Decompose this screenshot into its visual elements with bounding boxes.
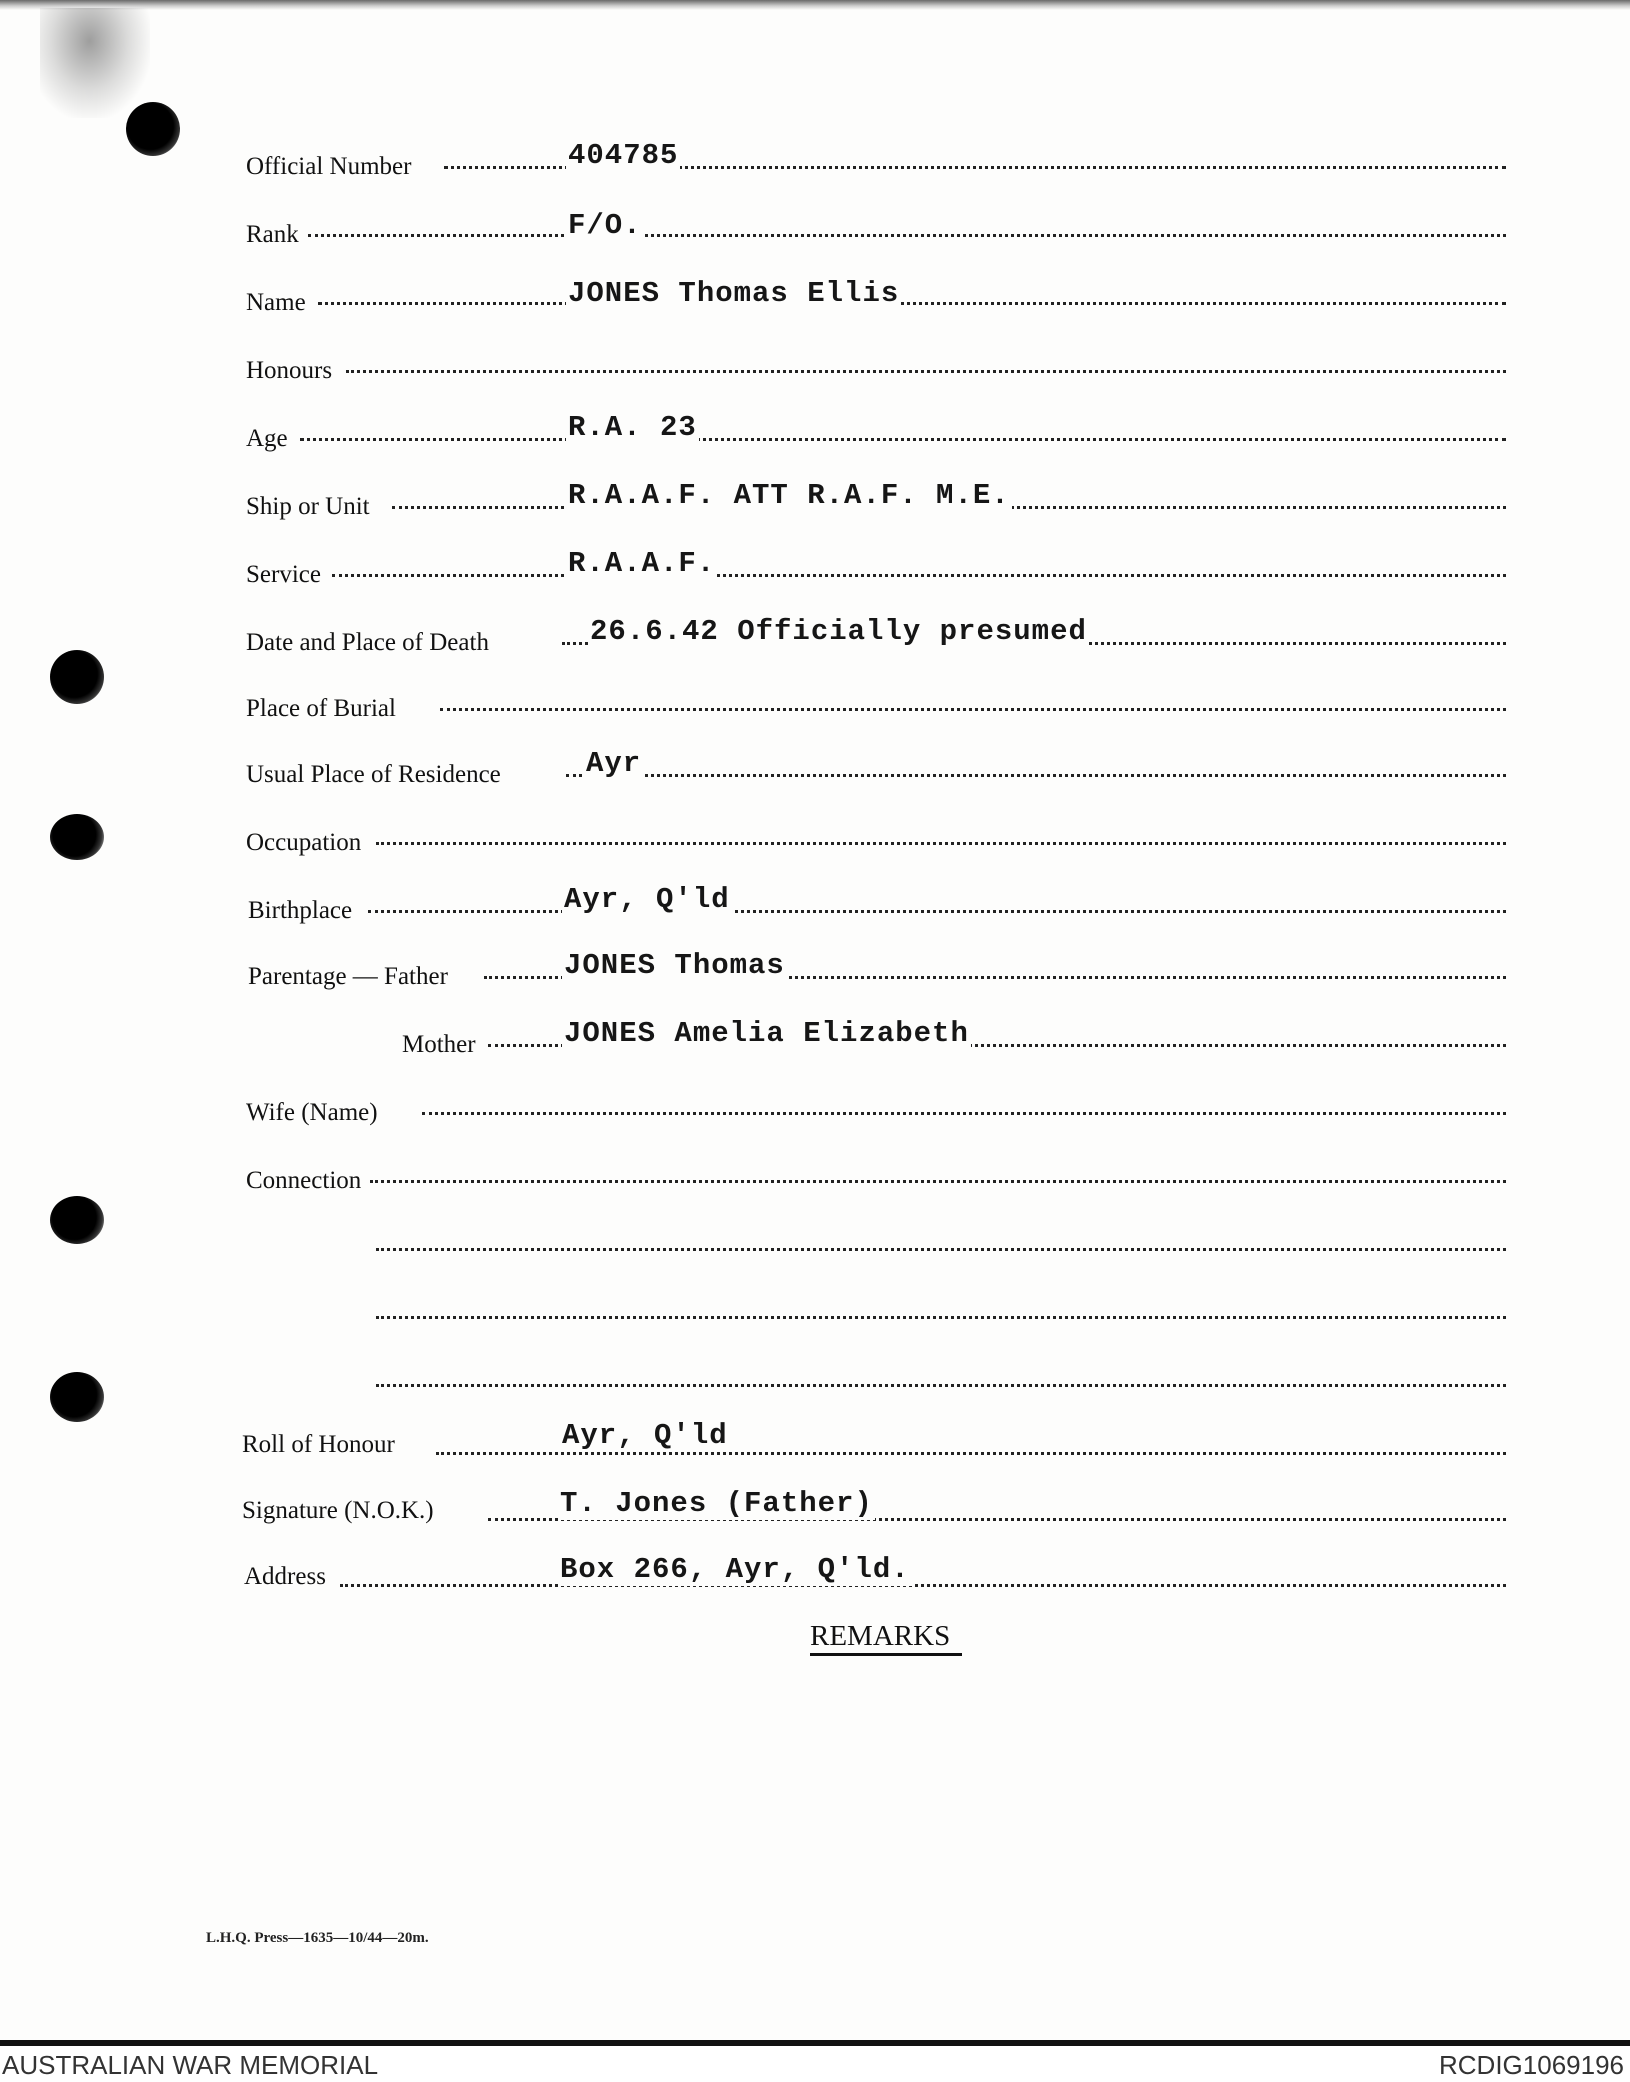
footer-institution: AUSTRALIAN WAR MEMORIAL bbox=[2, 2050, 379, 2080]
age-value: R.A. 23 bbox=[568, 411, 697, 444]
burial-label: Place of Burial bbox=[246, 695, 396, 722]
father-value: JONES Thomas bbox=[564, 949, 785, 982]
birthplace-value: Ayr, Q'ld bbox=[564, 883, 730, 916]
service-value: R.A.A.F. bbox=[568, 547, 716, 580]
mother-value: JONES Amelia Elizabeth bbox=[564, 1017, 969, 1050]
death-value: 26.6.42 Officially presumed bbox=[590, 615, 1087, 648]
punch-hole bbox=[50, 1196, 104, 1244]
birthplace-label: Birthplace bbox=[248, 897, 353, 924]
rank-value: F/O. bbox=[568, 209, 642, 242]
official-number-value: 404785 bbox=[568, 139, 679, 172]
death-label: Date and Place of Death bbox=[246, 629, 489, 656]
address-value: Box 266, Ayr, Q'ld. bbox=[560, 1553, 910, 1586]
ship-or-unit-label: Ship or Unit bbox=[246, 493, 370, 520]
father-label: Parentage — Father bbox=[248, 963, 448, 990]
signature-label: Signature (N.O.K.) bbox=[242, 1497, 434, 1524]
name-label: Name bbox=[246, 289, 306, 316]
roll-of-honour-value: Ayr, Q'ld bbox=[562, 1419, 728, 1452]
dotted-leader bbox=[346, 370, 1506, 373]
residence-label: Usual Place of Residence bbox=[246, 761, 501, 788]
scan-top-edge bbox=[0, 0, 1630, 10]
dotted-leader bbox=[566, 774, 1506, 777]
address-label: Address bbox=[244, 1563, 326, 1590]
dotted-leader bbox=[376, 1248, 1506, 1251]
punch-hole bbox=[50, 814, 104, 860]
dotted-leader bbox=[376, 1384, 1506, 1387]
punch-hole bbox=[50, 650, 104, 704]
rank-label: Rank bbox=[246, 221, 299, 248]
remarks-underline bbox=[810, 1653, 962, 1656]
residence-value: Ayr bbox=[586, 747, 642, 780]
punch-hole bbox=[50, 1372, 104, 1422]
age-label: Age bbox=[246, 425, 288, 452]
dotted-leader bbox=[368, 910, 1506, 913]
dotted-leader bbox=[376, 1316, 1506, 1319]
press-mark: L.H.Q. Press—1635—10/44—20m. bbox=[206, 1930, 429, 1946]
footer-record-id: RCDIG1069196 bbox=[1439, 2050, 1624, 2080]
punch-hole bbox=[126, 102, 180, 156]
dotted-leader bbox=[300, 438, 1506, 441]
roll-of-honour-label: Roll of Honour bbox=[242, 1431, 395, 1458]
dotted-leader bbox=[436, 1452, 1506, 1455]
dotted-leader bbox=[318, 302, 1506, 305]
occupation-label: Occupation bbox=[246, 829, 362, 856]
dotted-leader bbox=[340, 1584, 1506, 1587]
remarks-heading: REMARKS bbox=[810, 1620, 951, 1652]
signature-value: T. Jones (Father) bbox=[560, 1487, 873, 1520]
wife-label: Wife (Name) bbox=[246, 1099, 378, 1126]
dotted-leader bbox=[332, 574, 1506, 577]
dotted-leader bbox=[308, 234, 1506, 237]
scan-smudge bbox=[40, 8, 150, 118]
honours-label: Honours bbox=[246, 357, 333, 384]
name-value: JONES Thomas Ellis bbox=[568, 277, 900, 310]
dotted-leader bbox=[376, 842, 1506, 845]
dotted-leader bbox=[370, 1180, 1506, 1183]
dotted-leader bbox=[422, 1112, 1506, 1115]
connection-label: Connection bbox=[246, 1167, 362, 1194]
dotted-leader bbox=[440, 708, 1506, 711]
service-label: Service bbox=[246, 561, 321, 588]
official-number-label: Official Number bbox=[246, 153, 412, 180]
mother-label: Mother bbox=[402, 1031, 476, 1058]
ship-or-unit-value: R.A.A.F. ATT R.A.F. M.E. bbox=[568, 479, 1010, 512]
